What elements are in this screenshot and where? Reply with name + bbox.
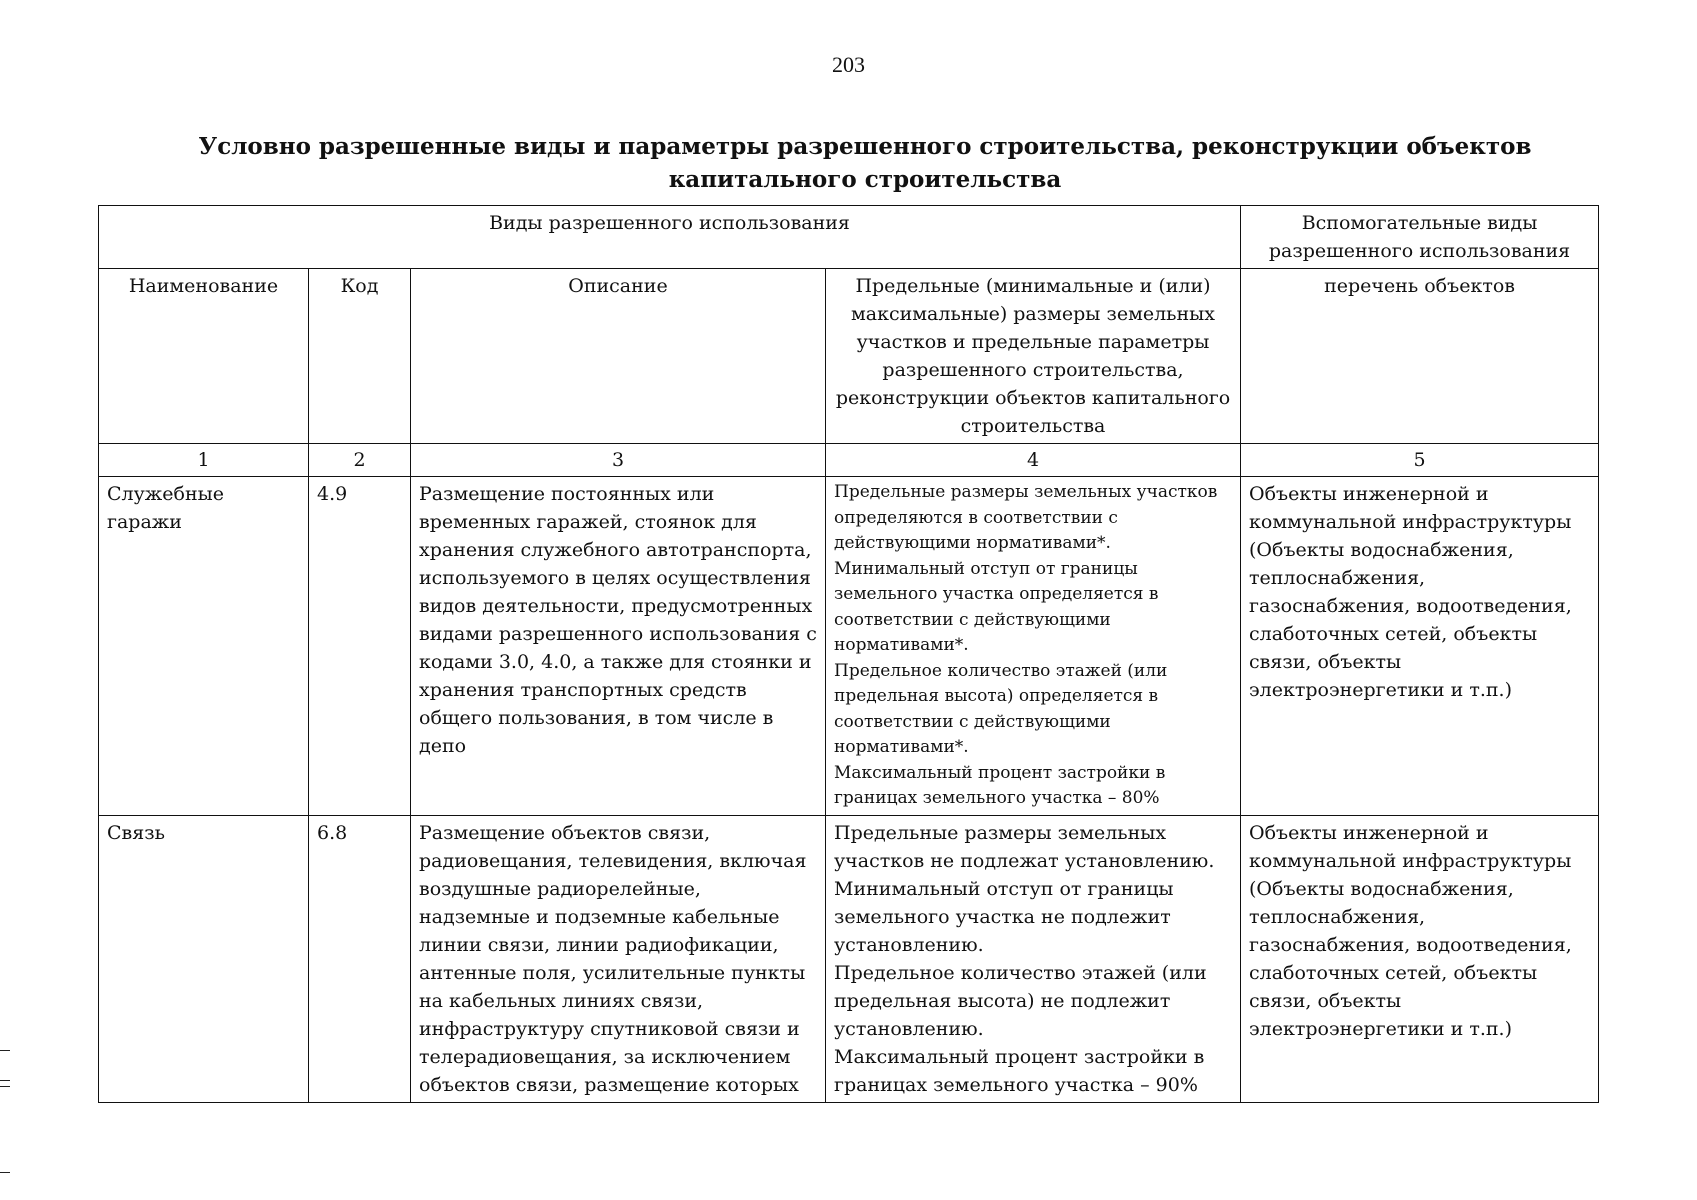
header-name: Наименование <box>99 269 309 444</box>
header-main-group: Виды разрешенного использования <box>99 206 1241 269</box>
limit-line: Предельные размеры земельных участков не подлежат установлению. <box>834 821 1215 872</box>
cell-limits <box>826 477 1241 816</box>
page-title: Условно разрешенные виды и параметры разрешенного строительства, реконструкции объектов капитального строительства <box>198 133 1532 193</box>
header-code: Код <box>309 269 411 444</box>
limit-line: Предельные размеры земельных участков определяются в соответствии с действующими нормативами*. <box>834 482 1218 553</box>
column-number: 1 <box>99 444 309 477</box>
cell-description: Размещение объектов связи, радиовещания, телевидения, включая воздушные радиорелейные, надземные и подземные кабельные линии связи, линии радиофикации, антенные поля, усилительные пункты на кабельных линиях связи, инфраструктуру спутниковой связи и телерадиовещания, за исключением объектов связи, размещение которых <box>411 815 826 1102</box>
column-number: 3 <box>411 444 826 477</box>
header-description: Описание <box>411 269 826 444</box>
limit-line: Максимальный процент застройки в границах земельного участка – 90% <box>834 1045 1205 1096</box>
limit-line: Предельное количество этажей (или предельная высота) не подлежит установлению. <box>834 961 1207 1040</box>
limit-line: Максимальный процент застройки в границах земельного участка – 80% <box>834 762 1166 808</box>
cell-description: Размещение постоянных или временных гаражей, стоянок для хранения служебного автотранспорта, используемого в целях осуществления видов деятельности, предусмотренных видами разрешенного использования с кодами 3.0, 4.0, а также для стоянки и хранения транспортных средств общего пользования, в том числе в депо <box>411 477 826 816</box>
edge-mark <box>0 1172 10 1173</box>
permitted-use-table <box>98 205 1599 1103</box>
table-row <box>99 477 1599 816</box>
edge-mark <box>0 1050 10 1051</box>
edge-mark <box>0 1080 10 1081</box>
column-number: 2 <box>309 444 411 477</box>
limit-line: Минимальный отступ от границы земельного участка определяется в соответствии с действующими нормативами*. <box>834 558 1159 655</box>
table-row <box>99 815 1599 1102</box>
column-number-row <box>99 444 1599 477</box>
edge-mark <box>0 1086 10 1087</box>
cell-code: 4.9 <box>309 477 411 816</box>
cell-code: 6.8 <box>309 815 411 1102</box>
limit-line: Предельное количество этажей (или предельная высота) определяется в соответствии с действующими нормативами*. <box>834 660 1168 757</box>
column-number: 5 <box>1241 444 1599 477</box>
column-number: 4 <box>826 444 1241 477</box>
cell-aux: Объекты инженерной и коммунальной инфраструктуры (Объекты водоснабжения, теплоснабжения, газоснабжения, водоотведения, слаботочных сетей, объекты связи, объекты электроэнергетики и т.п.) <box>1241 477 1599 816</box>
header-aux-list: перечень объектов <box>1241 269 1599 444</box>
cell-name: Связь <box>99 815 309 1102</box>
header-aux-group: Вспомогательные виды разрешенного использования <box>1241 206 1599 269</box>
table-header-row <box>99 269 1599 444</box>
cell-name: Служебные гаражи <box>99 477 309 816</box>
cell-aux: Объекты инженерной и коммунальной инфраструктуры (Объекты водоснабжения, теплоснабжения, газоснабжения, водоотведения, слаботочных сетей, объекты связи, объекты электроэнергетики и т.п.) <box>1241 815 1599 1102</box>
limit-line: Минимальный отступ от границы земельного участка не подлежит установлению. <box>834 877 1174 956</box>
cell-limits <box>826 815 1241 1102</box>
page-number: 203 <box>832 52 865 77</box>
table-header-group-row <box>99 206 1599 269</box>
header-limits: Предельные (минимальные и (или) максимальные) размеры земельных участков и предельные параметры разрешенного строительства, реконструкции объектов капитального строительства <box>826 269 1241 444</box>
